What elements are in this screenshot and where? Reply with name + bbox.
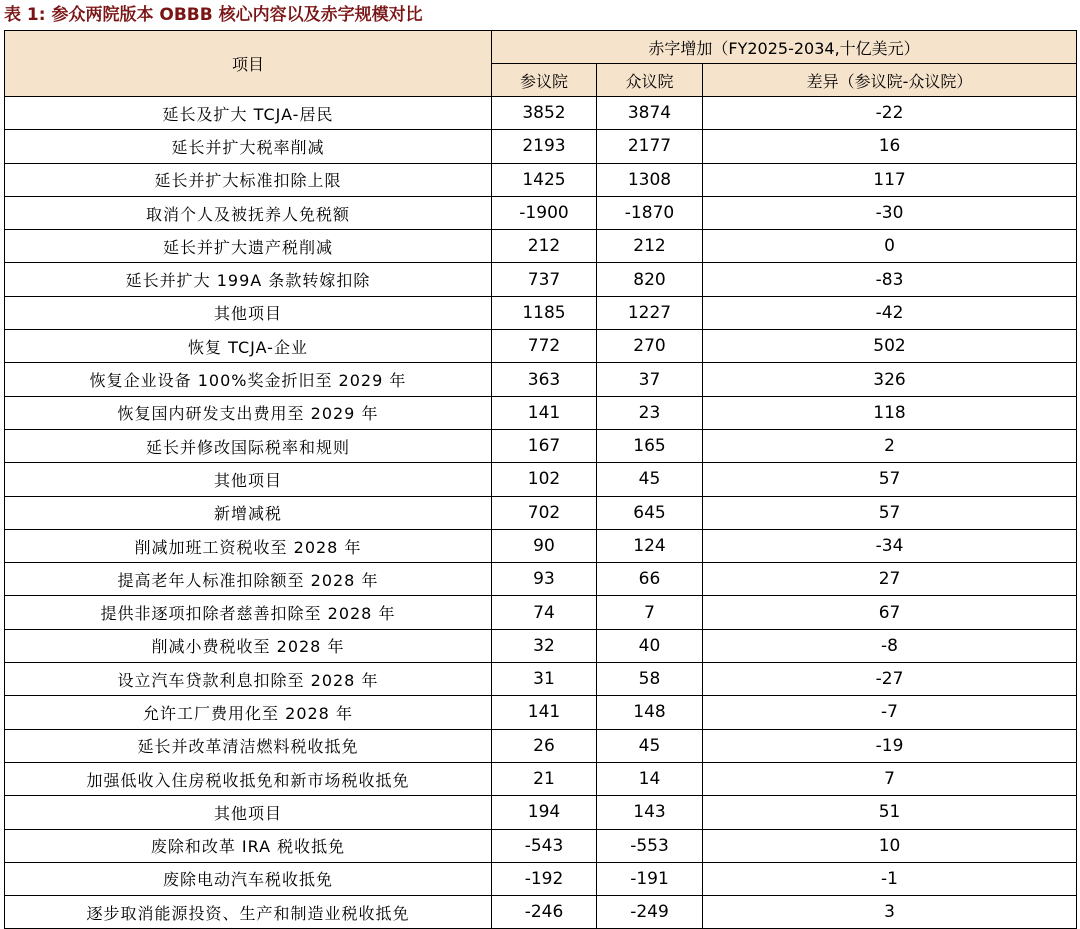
cell-senate: 2193 — [492, 130, 597, 163]
table-row — [5, 396, 1077, 429]
table-row — [5, 97, 1077, 130]
cell-senate: 102 — [492, 463, 597, 496]
table-row — [5, 762, 1077, 795]
cell-house: 45 — [597, 463, 703, 496]
cell-house: 66 — [597, 563, 703, 596]
table-row — [5, 163, 1077, 196]
cell-difference: 326 — [703, 363, 1077, 396]
cell-house: -191 — [597, 862, 703, 895]
cell-item: 延长并修改国际税率和规则 — [5, 429, 492, 462]
header-senate: 参议院 — [492, 64, 597, 97]
cell-difference: 502 — [703, 330, 1077, 363]
cell-item: 延长并扩大 199A 条款转嫁扣除 — [5, 263, 492, 296]
cell-senate: 26 — [492, 729, 597, 762]
header-house: 众议院 — [597, 64, 703, 97]
cell-item: 延长及扩大 TCJA-居民 — [5, 97, 492, 130]
cell-difference: -27 — [703, 663, 1077, 696]
cell-difference: -19 — [703, 729, 1077, 762]
cell-house: 45 — [597, 729, 703, 762]
cell-difference: 0 — [703, 230, 1077, 263]
cell-senate: 737 — [492, 263, 597, 296]
cell-difference: 16 — [703, 130, 1077, 163]
cell-house: 148 — [597, 696, 703, 729]
cell-house: 1227 — [597, 296, 703, 329]
cell-senate: 772 — [492, 330, 597, 363]
cell-house: -553 — [597, 829, 703, 862]
cell-senate: 1185 — [492, 296, 597, 329]
cell-item: 其他项目 — [5, 296, 492, 329]
cell-difference: 57 — [703, 463, 1077, 496]
cell-senate: 31 — [492, 663, 597, 696]
table-row — [5, 130, 1077, 163]
cell-senate: 1425 — [492, 163, 597, 196]
cell-house: 37 — [597, 363, 703, 396]
cell-house: 23 — [597, 396, 703, 429]
cell-senate: 32 — [492, 629, 597, 662]
table-row — [5, 296, 1077, 329]
cell-item: 延长并扩大税率削减 — [5, 130, 492, 163]
table-row — [5, 463, 1077, 496]
cell-item: 设立汽车贷款利息扣除至 2028 年 — [5, 663, 492, 696]
table-row — [5, 330, 1077, 363]
cell-item: 新增减税 — [5, 496, 492, 529]
cell-senate: -192 — [492, 862, 597, 895]
cell-item: 其他项目 — [5, 796, 492, 829]
table-row — [5, 529, 1077, 562]
table-row — [5, 862, 1077, 895]
table-row — [5, 563, 1077, 596]
cell-difference: 3 — [703, 896, 1077, 929]
cell-difference: 2 — [703, 429, 1077, 462]
cell-senate: 3852 — [492, 97, 597, 130]
table-row — [5, 796, 1077, 829]
cell-difference: -22 — [703, 97, 1077, 130]
cell-senate: 141 — [492, 696, 597, 729]
cell-difference: -30 — [703, 196, 1077, 229]
cell-item: 恢复 TCJA-企业 — [5, 330, 492, 363]
cell-senate: -1900 — [492, 196, 597, 229]
table-row — [5, 896, 1077, 929]
cell-house: 645 — [597, 496, 703, 529]
cell-house: 14 — [597, 762, 703, 795]
cell-item: 废除和改革 IRA 税收抵免 — [5, 829, 492, 862]
cell-item: 提高老年人标准扣除额至 2028 年 — [5, 563, 492, 596]
table-row — [5, 496, 1077, 529]
cell-item: 延长并扩大标准扣除上限 — [5, 163, 492, 196]
cell-item: 取消个人及被抚养人免税额 — [5, 196, 492, 229]
cell-difference: -42 — [703, 296, 1077, 329]
table-row — [5, 829, 1077, 862]
cell-house: 143 — [597, 796, 703, 829]
cell-senate: 194 — [492, 796, 597, 829]
cell-house: 40 — [597, 629, 703, 662]
cell-difference: 67 — [703, 596, 1077, 629]
cell-difference: -34 — [703, 529, 1077, 562]
cell-house: 165 — [597, 429, 703, 462]
cell-item: 延长并扩大遗产税削减 — [5, 230, 492, 263]
cell-item: 废除电动汽车税收抵免 — [5, 862, 492, 895]
cell-house: 212 — [597, 230, 703, 263]
cell-difference: 51 — [703, 796, 1077, 829]
cell-senate: 212 — [492, 230, 597, 263]
table-row — [5, 429, 1077, 462]
header-deficit-group: 赤字增加（FY2025-2034,十亿美元） — [492, 31, 1077, 64]
table-row — [5, 696, 1077, 729]
cell-house: 820 — [597, 263, 703, 296]
table-row — [5, 629, 1077, 662]
cell-senate: 363 — [492, 363, 597, 396]
cell-difference: 27 — [703, 563, 1077, 596]
cell-difference: -7 — [703, 696, 1077, 729]
cell-item: 恢复企业设备 100%奖金折旧至 2029 年 — [5, 363, 492, 396]
header-item: 项目 — [5, 31, 492, 97]
cell-item: 允许工厂费用化至 2028 年 — [5, 696, 492, 729]
cell-senate: 74 — [492, 596, 597, 629]
cell-house: 7 — [597, 596, 703, 629]
cell-difference: 10 — [703, 829, 1077, 862]
cell-senate: 21 — [492, 762, 597, 795]
cell-senate: -246 — [492, 896, 597, 929]
table-row — [5, 363, 1077, 396]
cell-house: 1308 — [597, 163, 703, 196]
cell-item: 削减加班工资税收至 2028 年 — [5, 529, 492, 562]
table-row — [5, 196, 1077, 229]
cell-item: 延长并改革清洁燃料税收抵免 — [5, 729, 492, 762]
cell-senate: -543 — [492, 829, 597, 862]
table-header — [5, 31, 1077, 97]
cell-senate: 93 — [492, 563, 597, 596]
cell-difference: -1 — [703, 862, 1077, 895]
table-body — [5, 97, 1077, 929]
cell-item: 提供非逐项扣除者慈善扣除至 2028 年 — [5, 596, 492, 629]
cell-item: 恢复国内研发支出费用至 2029 年 — [5, 396, 492, 429]
table-row — [5, 596, 1077, 629]
cell-house: 2177 — [597, 130, 703, 163]
cell-difference: -8 — [703, 629, 1077, 662]
table-row — [5, 729, 1077, 762]
cell-house: 124 — [597, 529, 703, 562]
cell-difference: -83 — [703, 263, 1077, 296]
cell-senate: 702 — [492, 496, 597, 529]
cell-difference: 117 — [703, 163, 1077, 196]
cell-item: 其他项目 — [5, 463, 492, 496]
table-row — [5, 230, 1077, 263]
cell-difference: 57 — [703, 496, 1077, 529]
cell-item: 削减小费税收至 2028 年 — [5, 629, 492, 662]
cell-senate: 141 — [492, 396, 597, 429]
cell-house: -1870 — [597, 196, 703, 229]
cell-house: 58 — [597, 663, 703, 696]
deficit-comparison-table — [4, 30, 1077, 929]
cell-difference: 118 — [703, 396, 1077, 429]
cell-difference: 7 — [703, 762, 1077, 795]
table-row — [5, 663, 1077, 696]
cell-house: 3874 — [597, 97, 703, 130]
table-row — [5, 263, 1077, 296]
table-title: 表 1: 参众两院版本 OBBB 核心内容以及赤字规模对比 — [4, 5, 423, 25]
cell-house: 270 — [597, 330, 703, 363]
cell-item: 逐步取消能源投资、生产和制造业税收抵免 — [5, 896, 492, 929]
cell-senate: 90 — [492, 529, 597, 562]
cell-item: 加强低收入住房税收抵免和新市场税收抵免 — [5, 762, 492, 795]
cell-house: -249 — [597, 896, 703, 929]
cell-senate: 167 — [492, 429, 597, 462]
header-difference: 差异（参议院-众议院） — [703, 64, 1077, 97]
